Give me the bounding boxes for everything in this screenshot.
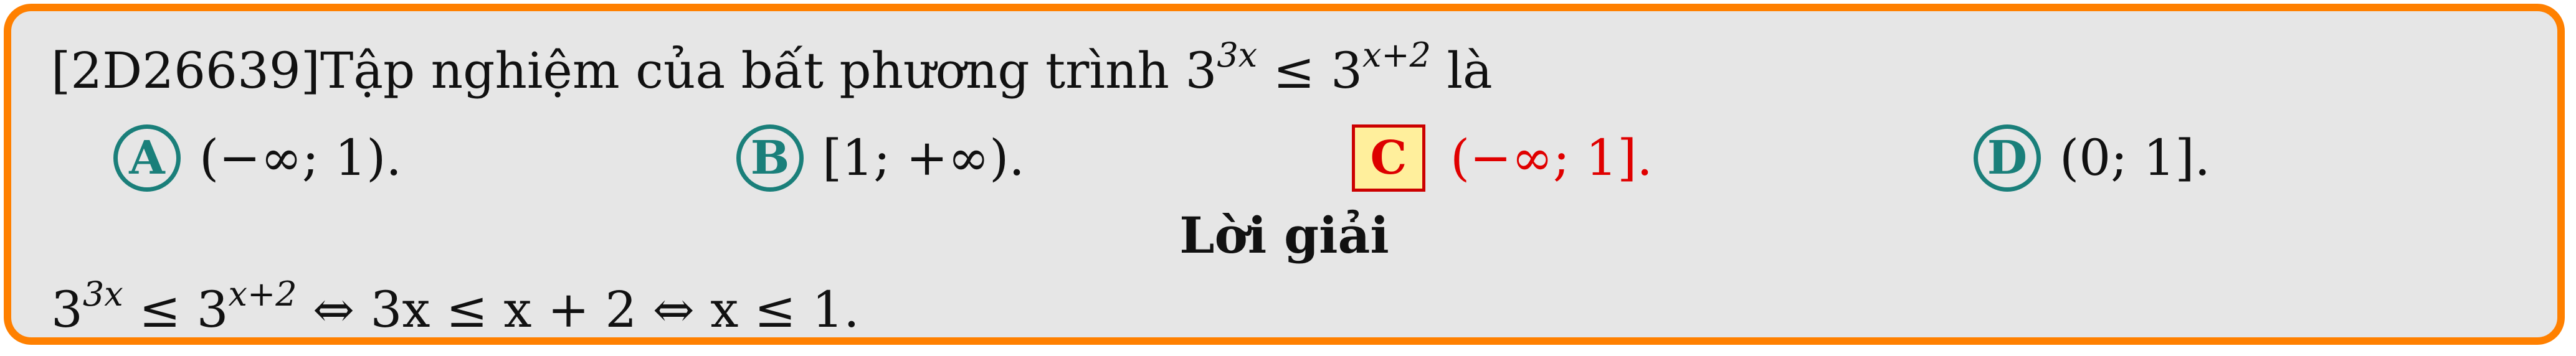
question-card bbox=[4, 4, 2565, 345]
option-c-text: (−∞; 1]. bbox=[1450, 129, 1653, 187]
solution-step-1: ⇔ 3x ≤ x + 2 bbox=[313, 281, 637, 339]
option-b-text: [1; +∞). bbox=[822, 129, 1025, 187]
option-a-text: (−∞; 1). bbox=[199, 129, 402, 187]
question-suffix: là bbox=[1447, 42, 1493, 100]
option-b-badge: B bbox=[736, 124, 804, 192]
question-rhs-exponent: x+2 bbox=[1362, 35, 1432, 75]
option-d-text: (0; 1]. bbox=[2060, 129, 2211, 187]
option-c[interactable] bbox=[1352, 124, 1653, 192]
solution-lhs-exponent: 3x bbox=[82, 274, 123, 314]
solution-relation: ≤ bbox=[139, 281, 181, 339]
question-rhs-base: 3 bbox=[1331, 42, 1362, 100]
option-d-badge: D bbox=[1974, 124, 2041, 192]
solution-rhs-base: 3 bbox=[196, 281, 229, 339]
question-lhs-exponent: 3x bbox=[1217, 35, 1258, 75]
option-d[interactable] bbox=[1974, 124, 2210, 192]
solution-step-2: ⇔ x ≤ 1. bbox=[652, 281, 860, 339]
solution-rhs-exponent: x+2 bbox=[228, 274, 297, 314]
option-a[interactable] bbox=[113, 124, 402, 192]
option-a-badge: A bbox=[113, 124, 181, 192]
solution-heading: Lời giải bbox=[1179, 206, 1389, 265]
question-text: Tập nghiệm của bất phương trình bbox=[320, 42, 1169, 100]
question-lhs-base: 3 bbox=[1185, 42, 1217, 100]
option-b[interactable] bbox=[736, 124, 1025, 192]
question-line bbox=[51, 35, 1493, 100]
question-relation: ≤ bbox=[1273, 42, 1315, 100]
solution-line bbox=[51, 274, 860, 339]
question-id: [2D26639] bbox=[51, 42, 320, 100]
solution-lhs-base: 3 bbox=[51, 281, 83, 339]
option-c-badge-correct: C bbox=[1352, 124, 1425, 192]
